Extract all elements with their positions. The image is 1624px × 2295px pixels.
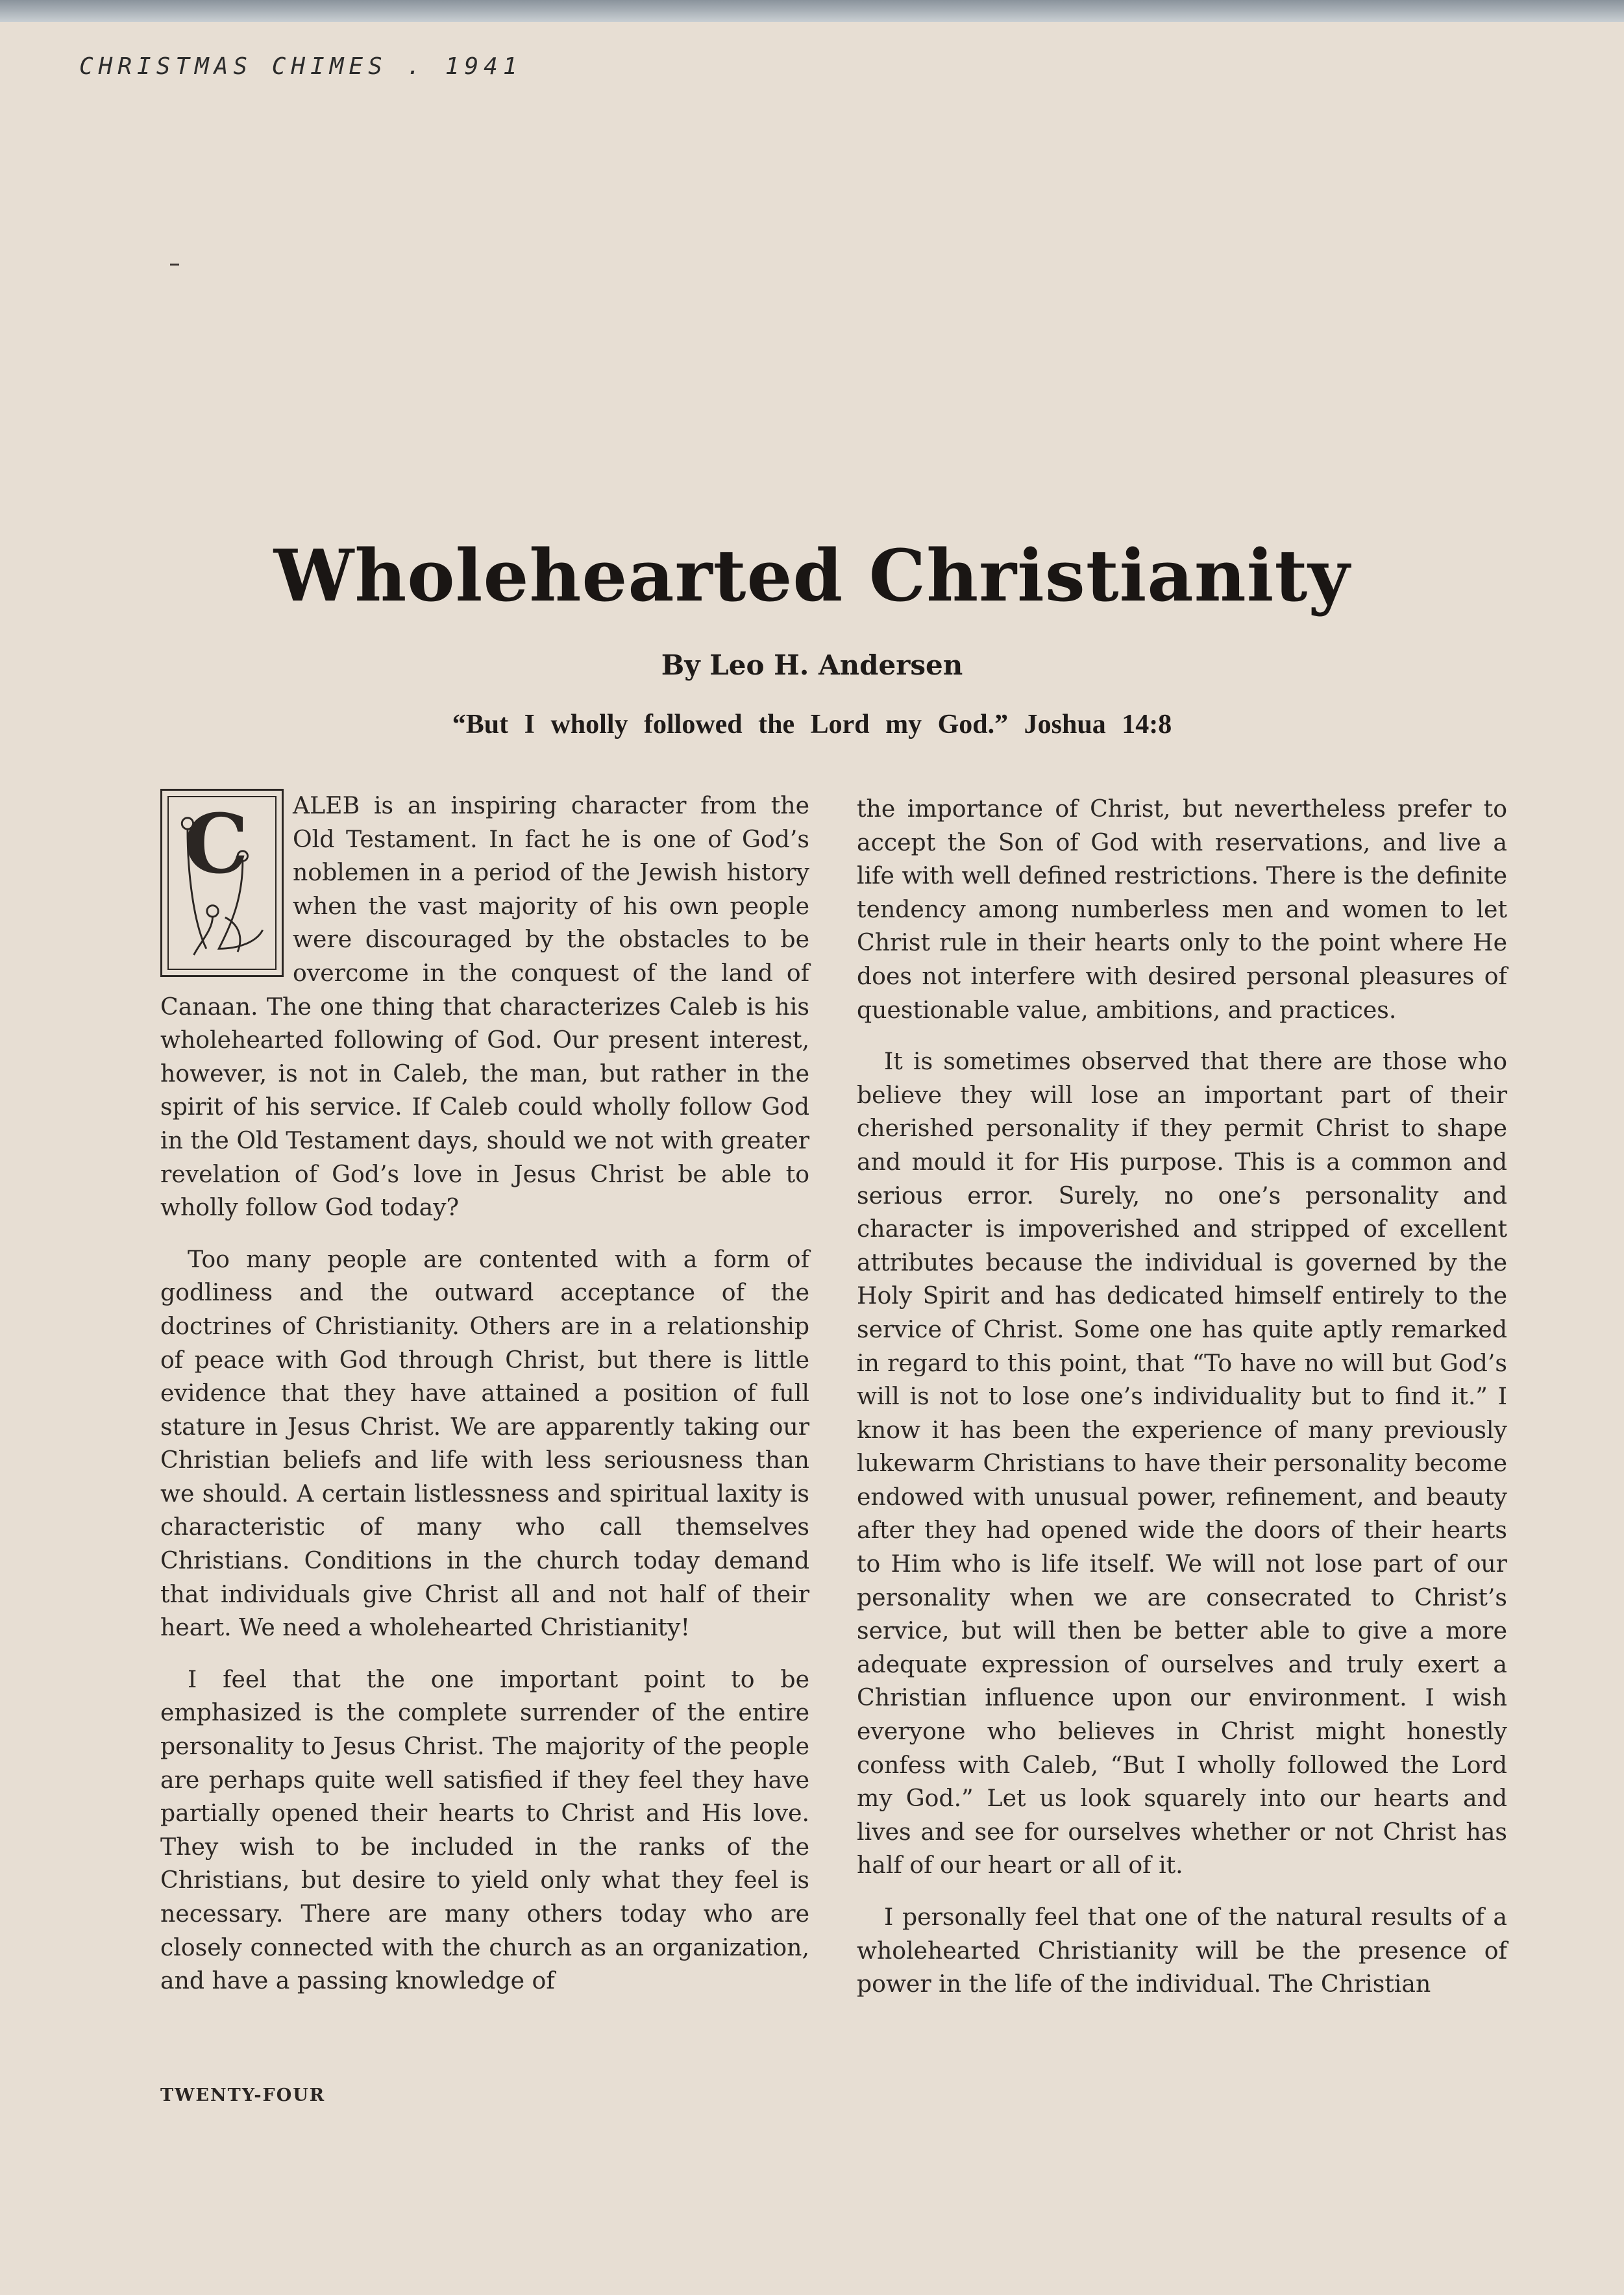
scan-top-edge <box>0 0 1624 22</box>
paragraph: It is sometimes observed that there are those who believe they will lose an important part of their cherished personality if they permit Christ to shape and mould it for His purpose. This is a common and serious error. Surely, no one’s personality and character is impoverished and stripped of excellent attributes because the individual is governed by the Holy Spirit and has dedicated himself entirely to the service of Christ. Some one has quite aptly remarked in regard to this point, that “To have no will but God’s will is not to lose one’s individuality but to find it.” I know it has been the experience of many previously lukewarm Christians to have their personality become endowed with unusual power, refinement, and beauty after they had opened wide the doors of their hearts to Him who is life itself. We will not lose part of our personality when we are consecrated to Christ’s service, but will then be better able to give a more adequate expression of ourselves and truly exert a Christian influence upon our environment. I wish everyone who believes in Christ might honestly confess with Caleb, “But I wholly followed the Lord my God.” Let us look squarely into our hearts and lives and see for ourselves whether or not Christ has half of our heart or all of it. <box>857 1047 1507 1879</box>
right-column <box>857 792 1507 2019</box>
byline: By Leo H. Andersen <box>661 649 963 681</box>
stray-mark <box>170 264 179 266</box>
page-number: TWENTY-FOUR <box>160 2085 326 2105</box>
paragraph: I personally feel that one of the natural results of a wholehearted Christianity will be the presence of power in the life of the individual. The Christian <box>857 1903 1507 1998</box>
left-column <box>160 789 809 2016</box>
paragraph: Too many people are contented with a form of godliness and the outward acceptance of the doctrines of Christianity. Others are in a relationship of peace with God through Christ, but there is little evidence that they have attained a position of full stature in Jesus Christ. We are apparently taking our Christian beliefs and life with less seriousness than we should. A certain listlessness and spiritual laxity is characteristic of many who call themselves Christians. Conditions in the church today demand that individuals give Christ all and not half of their heart. We need a wholehearted Christianity! <box>160 1245 809 1642</box>
paragraph: the importance of Christ, but nevertheless prefer to accept the Son of God with reservations, and live a life with well defined restrictions. There is the definite tendency among numberless men and women to let Christ rule in their hearts only to the point where He does not interfere with desired personal pleasures of questionable value, ambitions, and practices. <box>857 795 1507 1024</box>
decorative-initial-c-icon <box>169 797 275 969</box>
paragraph: ALEB is an inspiring character from the Old Testament. In fact he is one of God’s noblemen in a period of the Jewish history when the vast majority of his own people were discouraged by the obstacles to be overcome in the conquest of the land of Canaan. The one thing that characterizes Caleb is his wholehearted following of God. Our present interest, however, is not in Caleb, the man, but rather in the spirit of his service. If Caleb could wholly follow God in the Old Testament days, should we not with greater revelation of God’s love in Jesus Christ be able to wholly follow God today? <box>160 791 809 1222</box>
dropcap-letter: C <box>184 797 249 892</box>
article-title: Wholehearted Christianity <box>273 534 1351 617</box>
dropcap-ornament <box>160 789 284 977</box>
epigraph: “But I wholly followed the Lord my God.” Joshua 14:8 <box>452 710 1172 739</box>
paragraph: I feel that the one important point to be emphasized is the complete surrender of the entire personality to Jesus Christ. The majority of the people are perhaps quite well satisfied if they feel they have partially opened their hearts to Christ and His love. They wish to be included in the ranks of the Christians, but desire to yield only what they feel is necessary. There are many others today who are closely connected with the church as an organization, and have a passing knowledge of <box>160 1665 809 1995</box>
handwritten-annotation: CHRISTMAS CHIMES . 1941 <box>79 53 523 80</box>
